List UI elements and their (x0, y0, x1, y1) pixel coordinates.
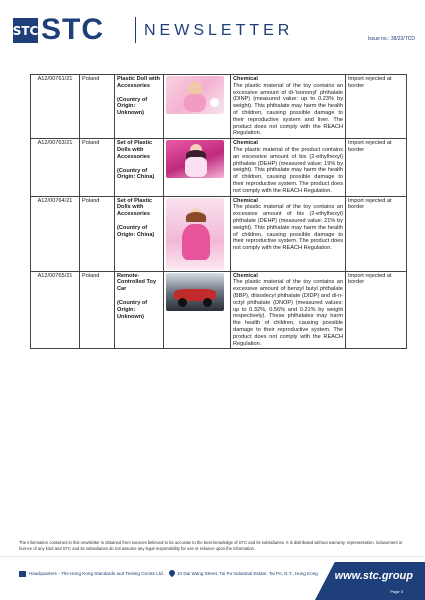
table-row (31, 139, 407, 196)
disclaimer-text: The information contained in this newsletter is obtained from sources believed to be accurate to the best knowledge of STC and its subsidiaries. It is distributed without warranty, representation, inducement or licence of any kind and STC and its subsidiaries do not assume any legal responsibility for use or reliance upon the information. (19, 540, 403, 551)
product-origin: (Country of Origin: Unknown) (117, 299, 148, 320)
doll-set-photo (166, 140, 224, 178)
wheel-icon (203, 298, 212, 307)
measure-cell: Import rejected at border (346, 271, 407, 349)
product-origin: (Country of Origin: Unknown) (117, 96, 148, 117)
toy-car-photo (166, 273, 224, 311)
product-origin: (Country of Origin: China) (117, 167, 155, 181)
measure-cell: Import rejected at border (346, 196, 407, 271)
description-cell (231, 271, 346, 349)
product-name-cell (115, 75, 164, 139)
country-cell: Poland (80, 75, 115, 139)
product-name-cell (115, 139, 164, 196)
product-image-cell (164, 139, 231, 196)
description-title: Chemical (233, 76, 258, 82)
ref-cell: A12/00761/21 (31, 75, 80, 139)
newsletter-title: NEWSLETTER (144, 22, 294, 39)
website-link[interactable]: www.stc.group (334, 570, 413, 582)
ref-cell: A12/00763/21 (31, 139, 80, 196)
product-name: Set of Plastic Dolls with Accessories (117, 197, 153, 218)
country-cell: Poland (80, 139, 115, 196)
location-pin-icon (168, 569, 176, 577)
table-row (31, 271, 407, 349)
country-cell: Poland (80, 271, 115, 349)
doll-dress-icon (182, 224, 210, 260)
product-name-cell (115, 196, 164, 271)
doll-dress-icon (185, 157, 207, 177)
description-body: The plastic material of the toy contains an excessive amount of bis (2-ethylhexyl) phthalate (DEHP) (measured value: 21% by weight). This phthalate may harm the health of children, causing possible damage to their reproductive system. The product does not comply with the REACH Regulation. (233, 204, 343, 252)
description-title: Chemical (233, 140, 258, 147)
ref-cell: A12/00765/21 (31, 271, 80, 349)
plastic-doll-photo (166, 76, 224, 114)
product-table (30, 74, 407, 349)
accessory-icon (210, 98, 219, 107)
measure-cell: Import rejected at border (346, 75, 407, 139)
doll-set-photo (166, 198, 224, 270)
description-cell (231, 75, 346, 139)
header-divider (135, 17, 136, 43)
description-cell (231, 196, 346, 271)
product-image-cell (164, 75, 231, 139)
table-row (31, 196, 407, 271)
issue-number: Issue no.: 38/23/TCD (367, 36, 415, 42)
description-body: The plastic material of the toy contains an excessive amount of benzyl butyl phthalate (BBP), diisodecyl phthalate (DIDP) and di-n-octyl phthalate (DNOP) (measured values: up to 0.32%, 0.56% and 0.21% by weight respectively). These phthalates may harm the health of children, causing possible damage to their reproductive system. The product does not comply with the REACH Regulation. (233, 279, 343, 347)
description-cell (231, 139, 346, 196)
address-text: 10 Dai Wang Street, Tai Po Industrial Estate, Tai Po, N.T., Hong Kong (177, 571, 318, 576)
product-name-cell (115, 271, 164, 349)
page-footer (0, 562, 425, 600)
product-origin: (Country of Origin: China) (117, 224, 155, 238)
description-body: The plastic material of the product contains an excessive amount of bis (2-ethylhexyl) phthalate (DEHP) (measured value: 19% by weight). This phthalate may harm the health of children, causing possible damage to their reproductive system. The product does not comply with the REACH Regulation. (233, 146, 343, 194)
wheel-icon (178, 298, 187, 307)
description-title: Chemical (233, 197, 258, 204)
product-image-cell (164, 271, 231, 349)
stc-logo-icon: STC (13, 18, 38, 43)
page-number: Page 3 (390, 589, 403, 594)
product-name: Plastic Doll with Accessories (117, 76, 160, 89)
headquarters-text: Headquarters - The Hong Kong Standards and Testing Centre Ltd. (29, 571, 164, 576)
description-body: The plastic material of the toy contains an excessive amount of di-'isononyl' phthalate (DINP) (measured value: up to 0.23% by weight). This phthalate may harm the health of children, causing possible damage to their reproductive system and liver. The product does not comply with the REACH Regulation. (233, 82, 343, 137)
country-cell: Poland (80, 196, 115, 271)
stc-logo-text: STC (41, 13, 104, 46)
newsletter-header (0, 0, 425, 58)
building-icon (19, 571, 26, 577)
product-image-cell (164, 196, 231, 271)
footer-divider (0, 556, 425, 557)
measure-cell: Import rejected at border (346, 139, 407, 196)
description-title: Chemical (233, 272, 258, 279)
product-name: Set of Plastic Dolls with Accessories (117, 140, 153, 160)
doll-body-icon (184, 94, 206, 112)
doll-hair-icon (186, 212, 206, 222)
table-row (31, 75, 407, 139)
product-name: Remote-Controlled Toy Car (117, 272, 157, 293)
ref-cell: A12/00764/21 (31, 196, 80, 271)
